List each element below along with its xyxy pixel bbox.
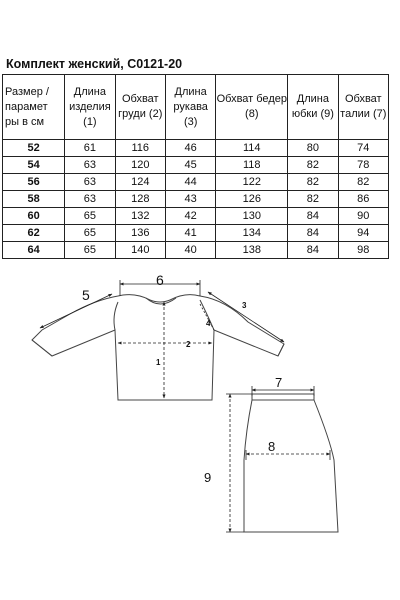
table-cell: 64 — [3, 242, 65, 259]
table-cell: 80 — [288, 140, 338, 157]
table-cell: 62 — [3, 225, 65, 242]
header-sleeve: Длина рукава (3) — [165, 75, 215, 140]
table-cell: 128 — [115, 191, 165, 208]
table-cell: 40 — [165, 242, 215, 259]
table-cell: 63 — [65, 157, 115, 174]
table-row — [3, 208, 389, 225]
table-row — [3, 242, 389, 259]
header-size: Размер / парамет ры в см — [3, 75, 65, 140]
label-1: 1 — [156, 358, 161, 367]
header-skirt-length: Длина юбки (9) — [288, 75, 338, 140]
header-chest: Обхват груди (2) — [115, 75, 165, 140]
table-cell: 118 — [216, 157, 288, 174]
label-8: 8 — [268, 439, 276, 454]
table-cell: 120 — [115, 157, 165, 174]
table-cell: 56 — [3, 174, 65, 191]
label-7: 7 — [275, 375, 283, 390]
table-cell: 82 — [288, 157, 338, 174]
document-title: Комплект женский, С0121-20 — [6, 57, 183, 71]
table-cell: 132 — [115, 208, 165, 225]
table-cell: 130 — [216, 208, 288, 225]
skirt-measure-lines — [226, 386, 330, 532]
table-cell: 78 — [338, 157, 388, 174]
table-cell: 65 — [65, 225, 115, 242]
table-cell: 138 — [216, 242, 288, 259]
top-measure-lines — [40, 280, 284, 398]
table-cell: 74 — [338, 140, 388, 157]
label-6: 6 — [156, 272, 164, 288]
table-cell: 84 — [288, 242, 338, 259]
table-cell: 45 — [165, 157, 215, 174]
table-cell: 98 — [338, 242, 388, 259]
table-cell: 124 — [115, 174, 165, 191]
table-cell: 122 — [216, 174, 288, 191]
table-cell: 84 — [288, 208, 338, 225]
table-cell: 54 — [3, 157, 65, 174]
table-cell: 65 — [65, 242, 115, 259]
table-cell: 134 — [216, 225, 288, 242]
table-row — [3, 225, 389, 242]
table-cell: 82 — [288, 174, 338, 191]
garment-diagram — [0, 270, 400, 600]
skirt-sketch — [244, 394, 338, 532]
label-3: 3 — [242, 301, 247, 310]
header-length: Длина изделия (1) — [65, 75, 115, 140]
table-cell: 52 — [3, 140, 65, 157]
label-9: 9 — [204, 470, 212, 485]
table-cell: 116 — [115, 140, 165, 157]
table-cell: 46 — [165, 140, 215, 157]
table-cell: 82 — [338, 174, 388, 191]
table-cell: 84 — [288, 225, 338, 242]
table-cell: 44 — [165, 174, 215, 191]
table-cell: 136 — [115, 225, 165, 242]
table-cell: 63 — [65, 191, 115, 208]
table-cell: 140 — [115, 242, 165, 259]
table-cell: 43 — [165, 191, 215, 208]
table-cell: 126 — [216, 191, 288, 208]
table-cell: 42 — [165, 208, 215, 225]
label-2: 2 — [186, 340, 191, 349]
table-cell: 58 — [3, 191, 65, 208]
table-row — [3, 174, 389, 191]
table-cell: 86 — [338, 191, 388, 208]
label-4: 4 — [206, 319, 211, 328]
table-cell: 63 — [65, 174, 115, 191]
header-hips: Обхват бедер (8) — [216, 75, 288, 140]
label-5: 5 — [82, 287, 90, 303]
table-cell: 61 — [65, 140, 115, 157]
table-cell: 60 — [3, 208, 65, 225]
table-cell: 65 — [65, 208, 115, 225]
table-row — [3, 157, 389, 174]
table-cell: 41 — [165, 225, 215, 242]
table-cell: 94 — [338, 225, 388, 242]
header-waist: Обхват талии (7) — [338, 75, 388, 140]
table-row — [3, 191, 389, 208]
table-cell: 82 — [288, 191, 338, 208]
size-table — [2, 74, 389, 259]
size-table-header-row — [3, 75, 389, 140]
top-sketch — [32, 295, 284, 400]
table-cell: 114 — [216, 140, 288, 157]
table-row — [3, 140, 389, 157]
table-cell: 90 — [338, 208, 388, 225]
